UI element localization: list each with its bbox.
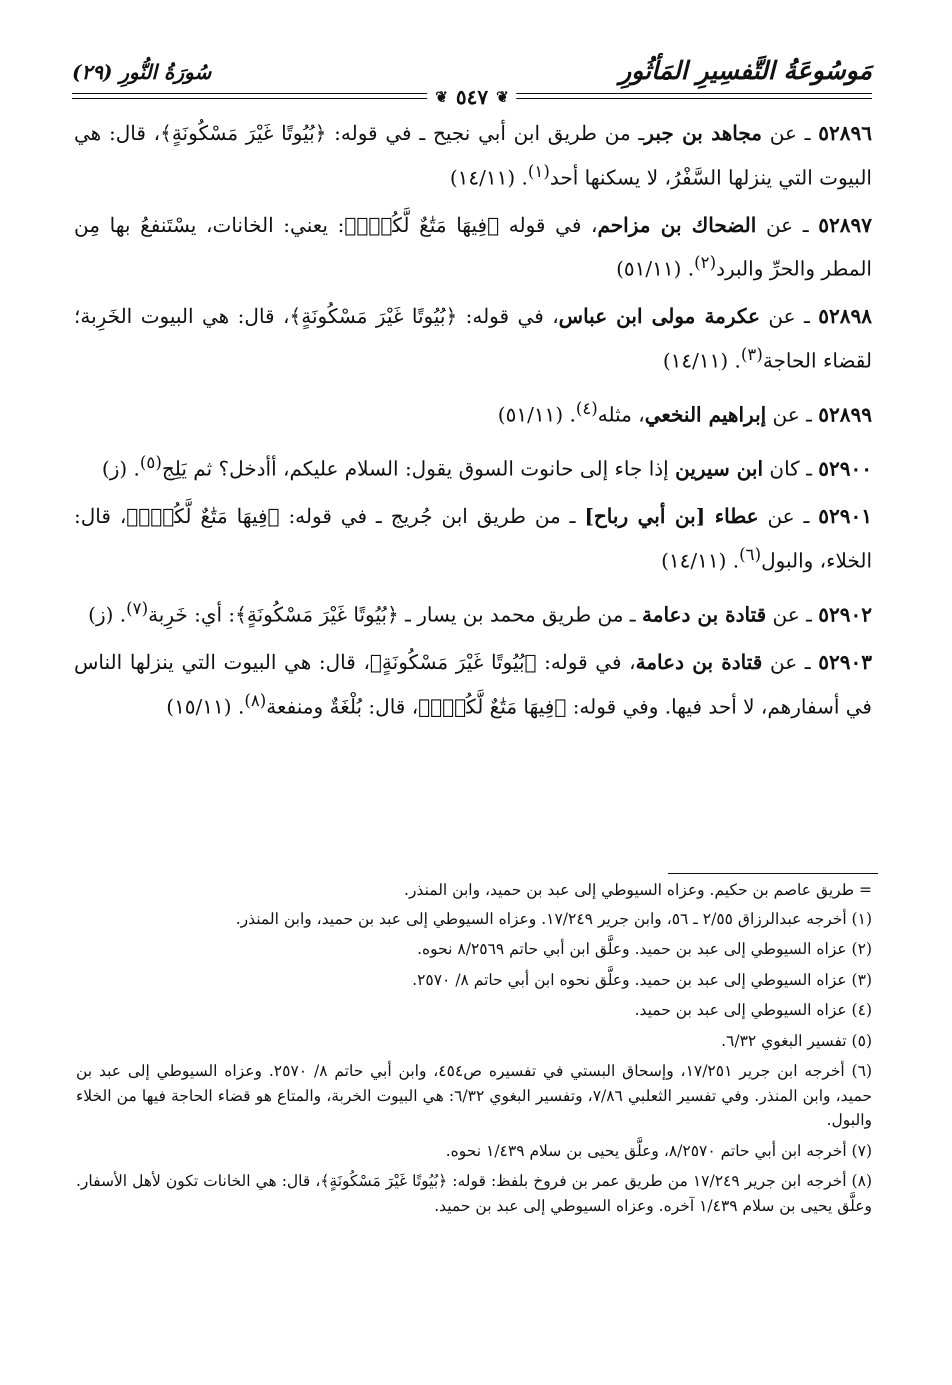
footnote: (٦) أخرجه ابن جرير ١٧/٢٥١، وإسحاق البستي في تفسيره ص٤٥٤، وابن أبي حاتم ٨/ ٢٥٧٠. وعزاه السيوطي إلى عبد بن حميد، وابن المنذر. وفي تفسير الثعلبي ٧/٨٦، وتفسير البغوي ٦/٣٢: هي البيوت الخربة، والمتاع هو قضاء الحاجة فيها من الخلاء والبول. (76, 1062, 872, 1129)
narrator-name: الضحاك بن مزاحم (597, 212, 757, 237)
entry-text: ـ عن (758, 504, 819, 529)
page-header (72, 52, 872, 86)
footnote: (٣) عزاه السيوطي إلى عبد بن حميد. وعلَّق نحوه ابن أبي حاتم ٨/ ٢٥٧٠. (412, 970, 872, 989)
footnote-ref: (٤) (575, 398, 598, 418)
entry (74, 390, 872, 434)
book-title: مَوسُوعَةُ التَّفسِيرِ المَأثُورِ (619, 56, 872, 85)
narrator-name: عكرمة مولى ابن عباس (558, 304, 760, 329)
narrator-name: مجاهد بن جبر (644, 121, 762, 145)
footnote-ref: (٢) (694, 253, 717, 273)
footnote-ref: (٧) (126, 598, 149, 618)
entry-text: ، مثله (597, 402, 645, 427)
entry (74, 498, 872, 580)
entry-text: ـ عن (766, 402, 819, 427)
entry-text: ـ عن (766, 602, 819, 627)
entry-text: . (231, 694, 245, 719)
footnote: (٥) تفسير البغوي ٦/٣٢. (721, 1031, 872, 1050)
entry-number: ٥٢٨٩٧ (818, 212, 873, 237)
entry-text: . (563, 402, 576, 427)
entry-number: ٥٢٩٠٢ (818, 602, 872, 627)
entry-number: ٥٢٨٩٦ (818, 121, 872, 145)
footnote: (١) أخرجه عبدالرزاق ٢/٥٥ ـ ٥٦، وابن جرير ١٧/٢٤٩. وعزاه السيوطي إلى عبد بن حميد، وابن المنذر. (235, 909, 872, 928)
footnote: (٨) أخرجه ابن جرير ١٧/٢٤٩ من طريق عمر بن فروخ بلفظ: قوله: ﴿بُيُوتًا غَيْرَ مَسْكُونَةٍ﴾، قال: هي الخانات تكون لأهل الأسفار. وعلَّق يحيى بن سلام ١/٤٣٩ آخره. وعزاه السيوطي إلى عبد بن حميد. (76, 1172, 872, 1215)
volume-citation: (١٤/١١) (662, 348, 729, 373)
entry-text: ـ عن (762, 121, 819, 145)
entry-number: ٥٢٨٩٨ (818, 304, 872, 329)
entry-number: ٥٢٩٠٣ (818, 650, 873, 675)
entry-number: ٥٢٩٠٠ (818, 456, 872, 481)
page-number-box (427, 86, 516, 108)
entry-text: إذا جاء إلى حانوت السوق يقول: السلام عليكم، أأدخل؟ ثم يَلِج (161, 456, 676, 481)
header-rule (72, 85, 872, 109)
entry-text: ـ عن (759, 304, 819, 329)
entry (74, 444, 872, 488)
entry (74, 590, 872, 634)
volume-citation: (١٥/١١) (166, 694, 232, 719)
narrator-name: عطاء [بن أبي رباح] (584, 504, 759, 529)
entry-text: ـ من طريق ابن جُريج ـ في قوله: ﴿فِيهَا مَتَٰعٌ لَّكُمْۚ﴾، قال: الخلاء، والبول (74, 504, 872, 573)
entry (74, 115, 872, 197)
page-number: ٥٤٧ (455, 85, 489, 109)
volume-citation: (ز) (88, 602, 114, 627)
footnote-ref: (٣) (740, 344, 763, 364)
ornament-icon: ❦ (435, 88, 448, 106)
entry-text: ، في قوله ﴿فِيهَا مَتَٰعٌ لَّكُمْۚ﴾: يعني: الخانات، يسْتَنفعُ بها مِن المطر والحرِّ والبرد (74, 212, 872, 281)
entry-text: . (681, 256, 695, 281)
entry-text: ـ من طريق ابن أبي نجيح ـ في قوله: ﴿بُيُوتًا غَيْرَ مَسْكُونَةٍ﴾، قال: هي البيوت التي ينزلها السَّفْرُ، لا يسكنها أحد (74, 121, 872, 190)
ornament-icon: ❦ (496, 88, 509, 106)
footnote: (٢) عزاه السيوطي إلى عبد بن حميد. وعلَّق ابن أبي حاتم ٨/٢٥٦٩ نحوه. (417, 940, 872, 958)
entry-text: . (127, 456, 140, 481)
entry-text: ـ كان (763, 456, 819, 481)
entry-text: . (515, 165, 528, 190)
footnote: (٤) عزاه السيوطي إلى عبد بن حميد. (634, 1001, 872, 1019)
volume-citation: (١٤/١١) (661, 548, 727, 573)
entry-text: . (728, 348, 741, 373)
narrator-name: ابن سيرين (675, 456, 764, 481)
entry-number: ٥٢٨٩٩ (818, 402, 872, 427)
footnote: (٧) أخرجه ابن أبي حاتم ٨/٢٥٧٠، وعلَّق يحيى بن سلام ١/٤٣٩ نحوه. (445, 1141, 872, 1160)
footnotes (76, 878, 872, 1224)
entry-text: ، في قوله: ﴿بُيُوتًا غَيْرَ مَسْكُونَةٍ﴾، قال: هي البيوت التي ينزلها الناس في أسفارهم، لا أحد فيها. وفي قوله: ﴿فِيهَا مَتَٰعٌ لَّكُمْۚ﴾، قال: بُلْغَةٌ ومنفعة (74, 650, 872, 719)
footnote-ref: (٨) (244, 690, 267, 710)
main-text (74, 115, 872, 736)
entry (74, 644, 872, 726)
entry (74, 207, 872, 289)
entry-text: ـ عن (756, 212, 819, 237)
entry-text: ، في قوله: ﴿بُيُوتًا غَيْرَ مَسْكُونَةٍ﴾، قال: هي البيوت الخَرِبة؛ لقضاء الحاجة (74, 304, 872, 373)
narrator-name: إبراهيم النخعي (644, 402, 767, 427)
entry-text: . (726, 548, 740, 573)
entry-number: ٥٢٩٠١ (818, 504, 872, 529)
entry-text: ـ عن (762, 650, 819, 675)
entry-text: . (113, 602, 127, 627)
entry-text: ـ من طريق محمد بن يسار ـ ﴿بُيُوتًا غَيْرَ مَسْكُونَةٍ﴾: أي: خَرِبة (148, 602, 643, 627)
volume-citation: (١٤/١١) (449, 165, 516, 190)
volume-citation: (٥١/١١) (497, 402, 564, 427)
footnote-ref: (١) (527, 161, 550, 181)
surah-title: سُورَةُ النُّورِ (٢٩) (72, 60, 212, 84)
volume-citation: (٥١/١١) (616, 256, 682, 281)
footnote-ref: (٦) (739, 544, 762, 564)
narrator-name: قتادة بن دعامة (642, 602, 767, 627)
footnote-continuation: = طريق عاصم بن حكيم. وعزاه السيوطي إلى عبد بن حميد، وابن المنذر. (404, 881, 872, 899)
footnote-ref: (٥) (139, 453, 162, 473)
volume-citation: (ز) (101, 456, 128, 481)
narrator-name: قتادة بن دعامة (635, 650, 763, 675)
entry (74, 298, 872, 380)
footnote-separator (668, 873, 878, 874)
